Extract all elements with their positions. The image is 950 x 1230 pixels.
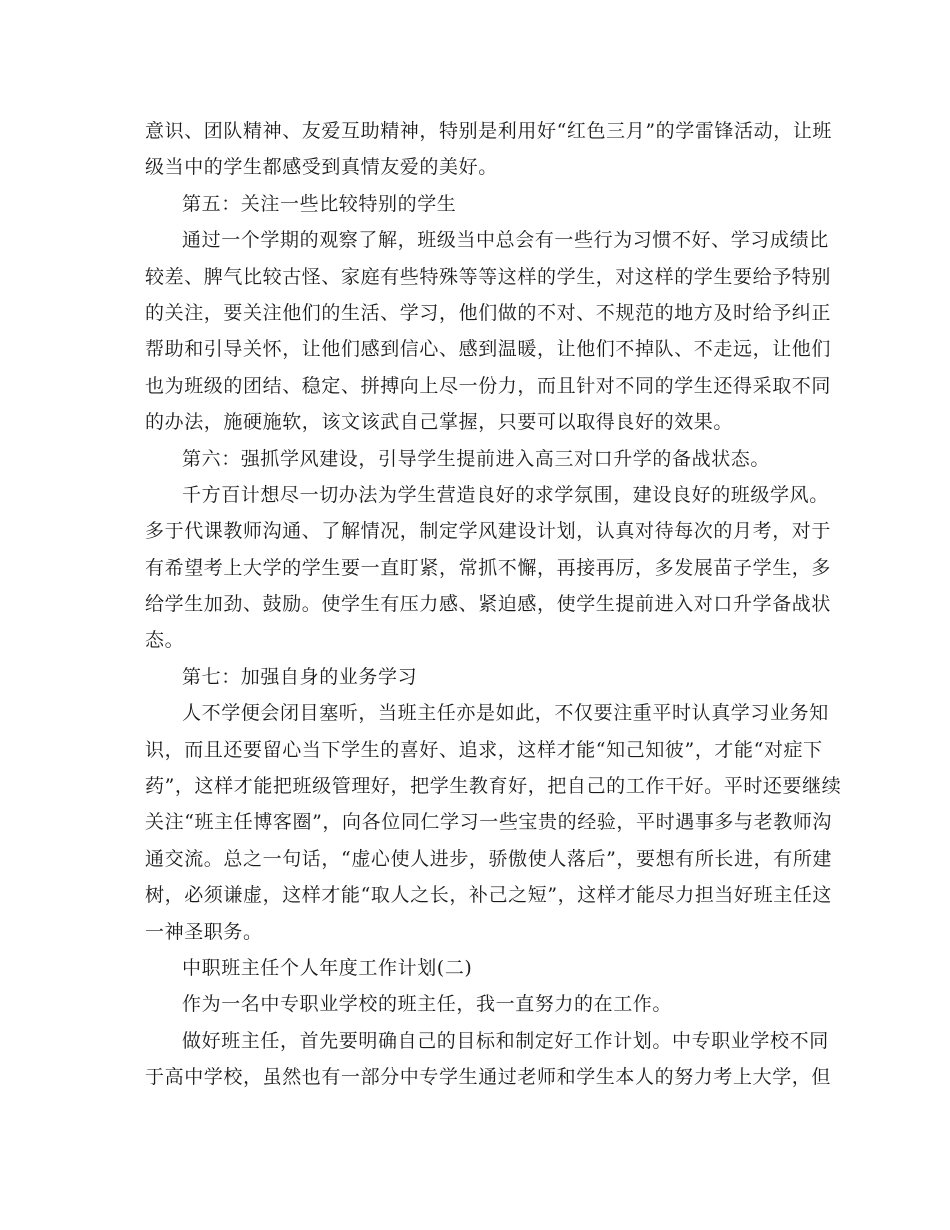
paragraph-first-line: 人不学便会闭目塞听，当班主任亦是如此，不仅要注重平时认真学习业务知: [182, 702, 829, 725]
body-line: 意识、团队精神、友爱互助精神，特别是利用好“红色三月”的学雷锋活动，让班: [145, 120, 833, 142]
body-line: 也为班级的团结、稳定、拼搏向上尽一份力，而且针对不同的学生还得采取不同: [145, 374, 832, 397]
body-line: 级当中的学生都感受到真情友爱的美好。: [145, 156, 498, 179]
body-line: 关注“班主任博客圈”，向各位同仁学习一些宝贵的经验，平时遇事多与老教师沟: [145, 811, 833, 834]
body-line: 树，必须谦虚，这样才能“取人之长，补己之短”，这样才能尽力担当好班主任这: [145, 884, 833, 907]
body-line: 药”，这样才能把班级管理好，把学生教育好，把自己的工作干好。平时还要继续: [145, 775, 842, 798]
body-line: 给学生加劲、鼓励。使学生有压力感、紧迫感，使学生提前进入对口升学备战状: [145, 593, 832, 616]
paragraph-first-line: 做好班主任，首先要明确自己的目标和制定好工作计划。中专职业学校不同: [182, 1029, 829, 1052]
body-line: 帮助和引导关怀，让他们感到信心、感到温暖，让他们不掉队、不走远，让他们: [145, 338, 832, 361]
body-line: 通交流。总之一句话，“虚心使人进步，骄傲使人落后”，要想有所长进，有所建: [145, 847, 833, 870]
section-heading: 第七：加强自身的业务学习: [182, 665, 418, 688]
section-heading: 第六：强抓学风建设，引导学生提前进入高三对口升学的备战状态。: [182, 447, 771, 470]
body-line: 较差、脾气比较古怪、家庭有些特殊等等这样的学生，对这样的学生要给予特别: [145, 265, 832, 288]
body-line: 的办法，施硬施软，该文该武自己掌握，只要可以取得良好的效果。: [145, 411, 734, 434]
document-subtitle: 中职班主任个人年度工作计划(二): [182, 956, 473, 979]
body-line: 一神圣职务。: [145, 920, 263, 943]
body-line: 于高中学校，虽然也有一部分中专学生通过老师和学生本人的努力考上大学，但: [145, 1066, 832, 1089]
body-line: 识，而且还要留心当下学生的喜好、追求，这样才能“知己知彼”，才能“对症下: [145, 738, 823, 761]
body-line: 态。: [145, 629, 185, 652]
body-line: 有希望考上大学的学生要一直盯紧，常抓不懈，再接再厉，多发展苗子学生，多: [145, 556, 832, 579]
body-line: 多于代课教师沟通、了解情况，制定学风建设计划，认真对待每次的月考，对于: [145, 520, 832, 543]
paragraph-first-line: 千方百计想尽一切办法为学生营造良好的求学氛围，建设良好的班级学风。: [182, 483, 829, 506]
paragraph-first-line: 作为一名中专职业学校的班主任，我一直努力的在工作。: [182, 993, 673, 1016]
paragraph-first-line: 通过一个学期的观察了解，班级当中总会有一些行为习惯不好、学习成绩比: [182, 229, 829, 252]
document-body: [145, 113, 842, 1096]
body-line: 的关注，要关注他们的生活、学习，他们做的不对、不规范的地方及时给予纠正: [145, 301, 832, 324]
section-heading: 第五：关注一些比较特别的学生: [182, 192, 457, 215]
